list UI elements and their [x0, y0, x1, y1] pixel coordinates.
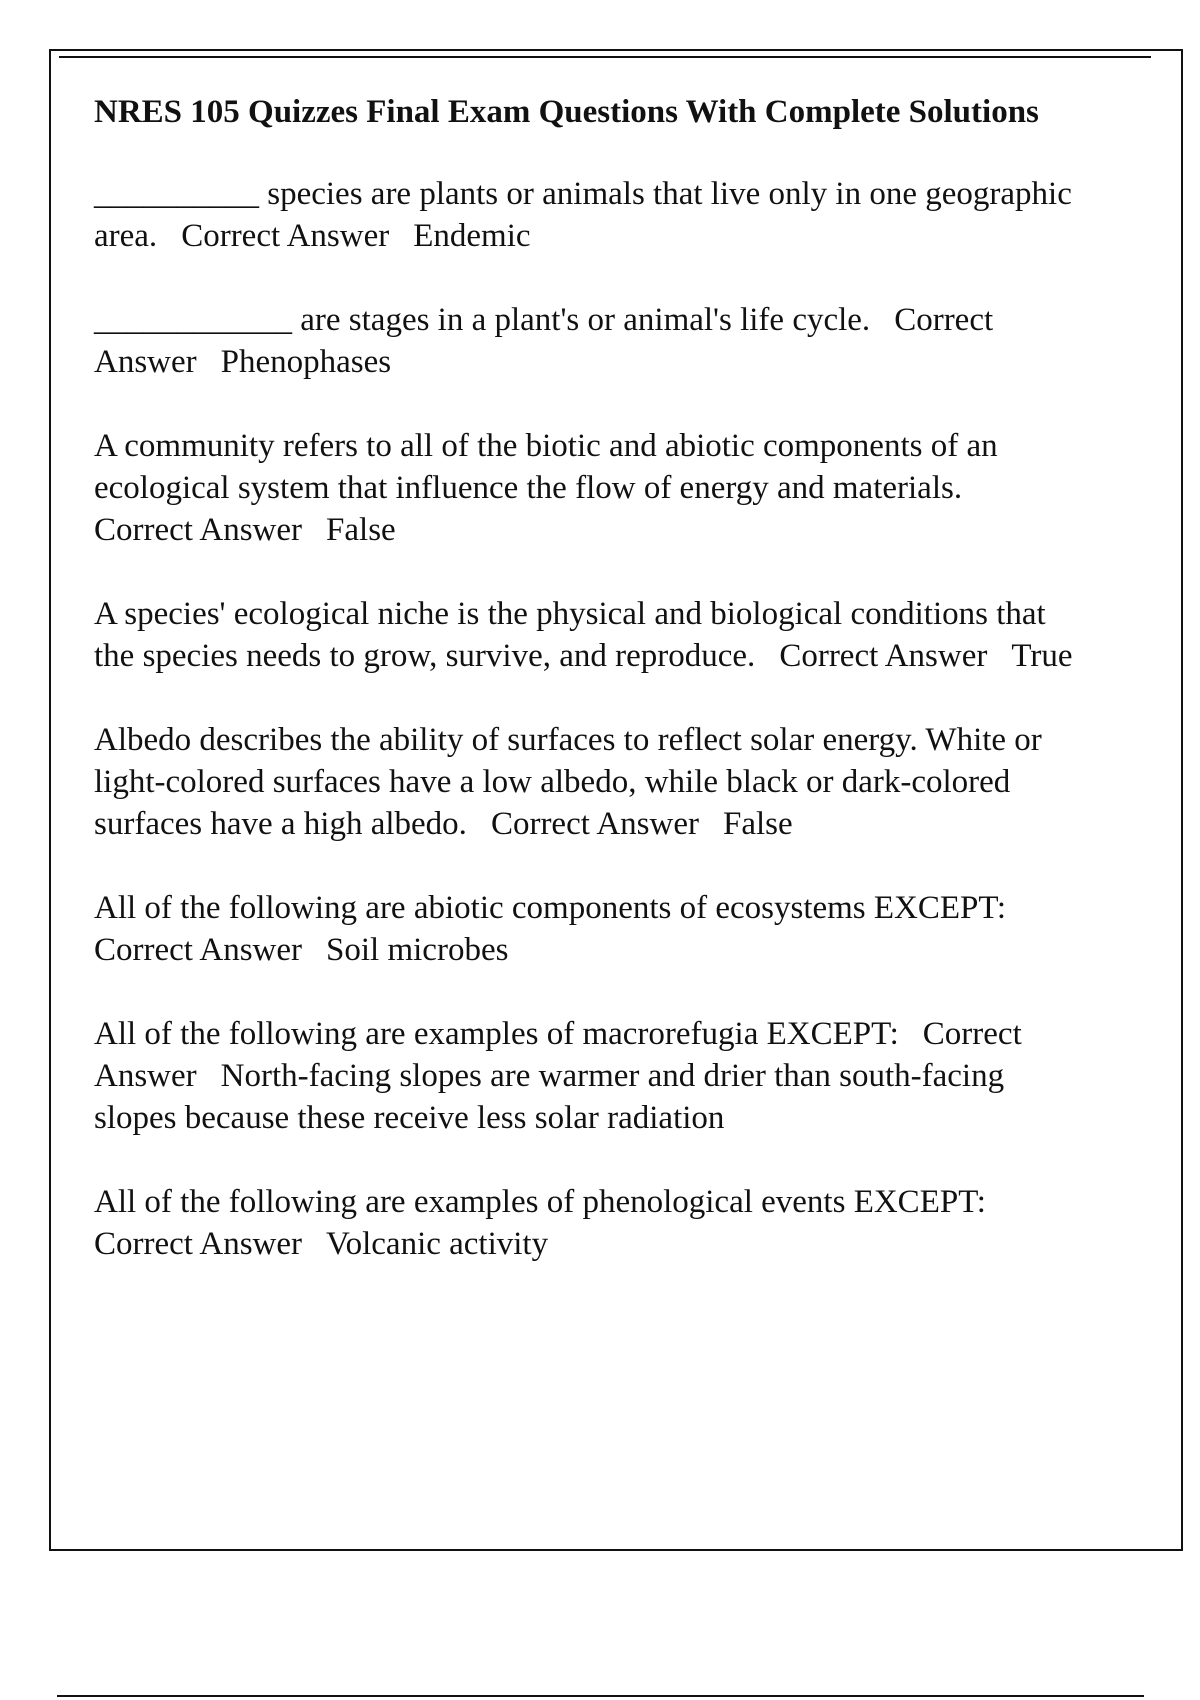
answer-label: Correct Answer — [94, 1226, 303, 1262]
answer-value: Volcanic activity — [326, 1226, 549, 1262]
answer-value: Soil microbes — [326, 932, 509, 968]
qa-item — [94, 887, 1074, 971]
question-text: __________ species are plants or animals that live only in one geographic area. — [94, 176, 1072, 254]
answer-value: True — [1011, 638, 1073, 674]
question-text: All of the following are examples of macrorefugia EXCEPT: — [94, 1016, 899, 1052]
answer-value: Phenophases — [220, 344, 392, 380]
qa-item — [94, 299, 1074, 383]
question-text: All of the following are abiotic components of ecosystems EXCEPT: — [94, 890, 1007, 926]
document-title: NRES 105 Quizzes Final Exam Questions With Complete Solutions — [94, 94, 1039, 130]
answer-value: Endemic — [413, 218, 531, 254]
top-rule — [59, 56, 1151, 58]
question-text: ____________ are stages in a plant's or animal's life cycle. — [94, 302, 871, 338]
qa-item — [94, 1013, 1074, 1139]
answer-value: False — [326, 512, 396, 548]
qa-item — [94, 1181, 1074, 1265]
answer-value: North-facing slopes are warmer and drier than south-facing slopes because these receive less solar radiation — [94, 1058, 1005, 1136]
answer-label: Correct Answer — [490, 806, 699, 842]
answer-label: Correct Answer — [94, 302, 994, 380]
question-text: Albedo describes the ability of surfaces to reflect solar energy. White or light-colored surfaces have a low albedo, while black or dark-colored surfaces have a high albedo. — [94, 722, 1042, 842]
qa-item — [94, 173, 1074, 257]
answer-label: Correct Answer — [94, 932, 303, 968]
answer-label: Correct Answer — [181, 218, 390, 254]
bottom-rule — [57, 1695, 1144, 1697]
qa-item — [94, 593, 1074, 677]
answer-value: False — [722, 806, 793, 842]
answer-label: Correct Answer — [94, 512, 303, 548]
qa-item — [94, 425, 1074, 551]
question-text: All of the following are examples of phenological events EXCEPT: — [94, 1184, 986, 1220]
qa-item — [94, 719, 1074, 845]
answer-label: Correct Answer — [779, 638, 988, 674]
question-text: A community refers to all of the biotic and abiotic components of an ecological system that influence the flow of energy and materials. — [94, 428, 998, 506]
answer-label: Correct Answer — [94, 1016, 1022, 1094]
document-content — [94, 92, 1074, 1307]
question-text: A species' ecological niche is the physical and biological conditions that the species needs to grow, survive, and reproduce. — [94, 596, 1046, 674]
